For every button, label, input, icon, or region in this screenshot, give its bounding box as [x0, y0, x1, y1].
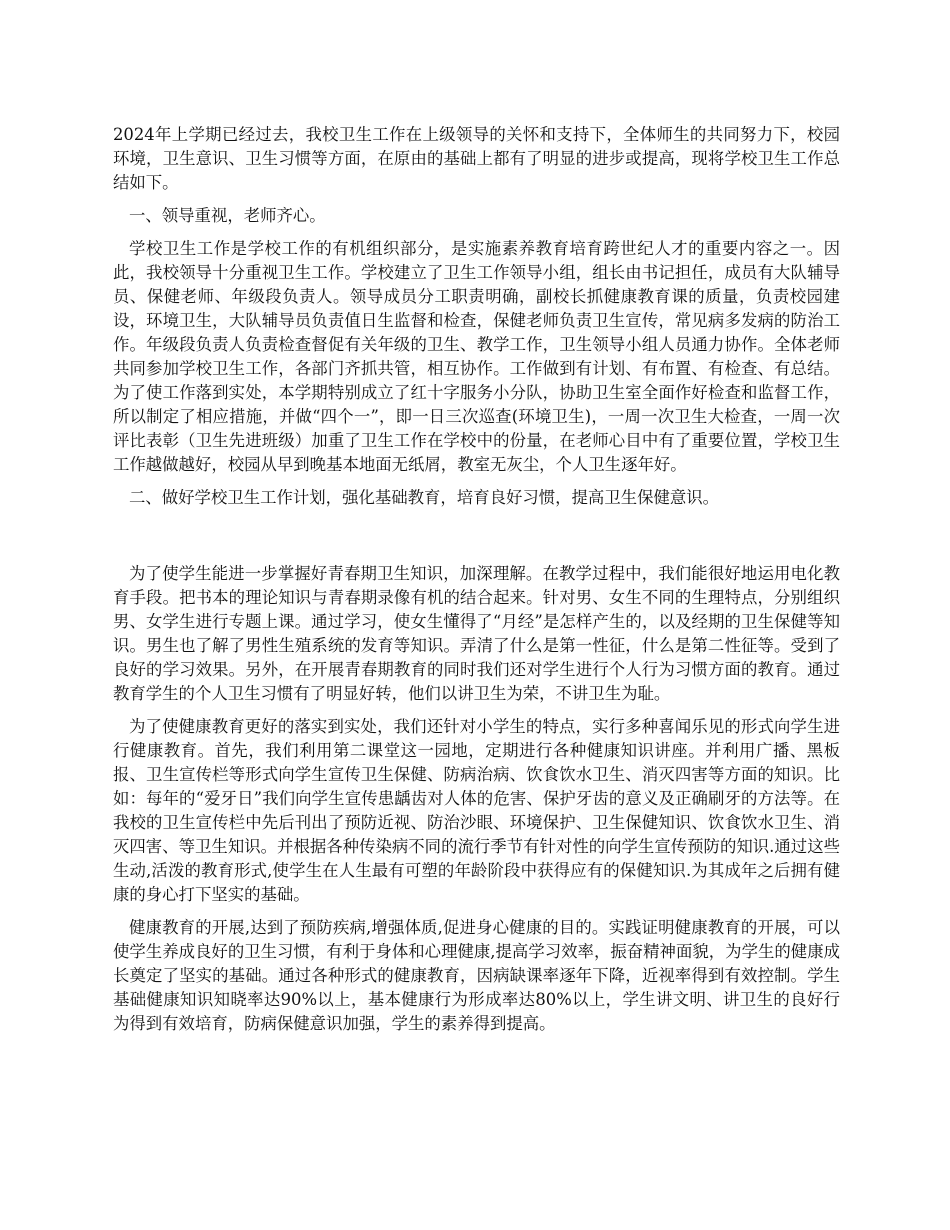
document-page [113, 123, 840, 1036]
body-paragraph: 为了使学生能进一步掌握好青春期卫生知识，加深理解。在教学过程中，我们能很好地运用电化教育手段。把书本的理论知识与青春期录像有机的结合起来。针对男、女生不同的生理特点，分别组织男、女学生进行专题上课。通过学习，使女生懂得了“月经”是怎样产生的，以及经期的卫生保健等知识。男生也了解了男性生殖系统的发育等知识。弄清了什么是第一性征，什么是第二性征等。受到了良好的学习效果。另外，在开展青春期教育的同时我们还对学生进行个人行为习惯方面的教育。通过教育学生的个人卫生习惯有了明显好转，他们以讲卫生为荣，不讲卫生为耻。 [113, 564, 840, 703]
body-paragraph: 学校卫生工作是学校工作的有机组织部分，是实施素养教育培育跨世纪人才的重要内容之一。因此，我校领导十分重视卫生工作。学校建立了卫生工作领导小组，组长由书记担任，成员有大队辅导员、保健老师、年级段负责人。领导成员分工职责明确，副校长抓健康教育课的质量，负责校园建设，环境卫生，大队辅导员负责值日生监督和检查，保健老师负责卫生宣传，常见病多发病的防治工作。年级段负责人负责检查督促有关年级的卫生、教学工作，卫生领导小组人员通力协作。全体老师共同参加学校卫生工作，各部门齐抓共管，相互协作。工作做到有计划、有布置、有检查、有总结。为了使工作落到实处，本学期特别成立了红十字服务小分队，协助卫生室全面作好检查和监督工作，所以制定了相应措施，并做“四个一”，即一日三次巡查(环境卫生)，一周一次卫生大检查，一周一次评比表彰（卫生先进班级）加重了卫生工作在学校中的份量，在老师心目中有了重要位置，学校卫生工作越做越好，校园从早到晚基本地面无纸屑，教室无灰尘，个人卫生逐年好。 [113, 239, 840, 474]
body-paragraph: 健康教育的开展,达到了预防疾病,增强体质,促进身心健康的目的。实践证明健康教育的开展，可以使学生养成良好的卫生习惯，有利于身体和心理健康,提高学习效率，振奋精神面貌，为学生的健康成长奠定了坚实的基础。通过各种形式的健康教育，因病缺课率逐年下降，近视率得到有效控制。学生基础健康知识知晓率达90%以上，基本健康行为形成率达80%以上，学生讲文明、讲卫生的良好行为得到有效培育，防病保健意识加强，学生的素养得到提高。 [113, 918, 840, 1033]
intro-paragraph: 2024年上学期已经过去，我校卫生工作在上级领导的关怀和支持下，全体师生的共同努力下，校园环境，卫生意识、卫生习惯等方面，在原由的基础上都有了明显的进步或提高，现将学校卫生工作总结如下。 [113, 125, 840, 192]
section-heading-1: 一、领导重视，老师齐心。 [129, 206, 326, 225]
section-heading-2: 二、做好学校卫生工作计划，强化基础教育，培育良好习惯，提高卫生保健意识。 [129, 488, 720, 507]
body-paragraph: 为了使健康教育更好的落实到实处，我们还针对小学生的特点，实行多种喜闻乐见的形式向学生进行健康教育。首先，我们利用第二课堂这一园地，定期进行各种健康知识讲座。并利用广播、黑板报、卫生宣传栏等形式向学生宣传卫生保健、防病治病、饮食饮水卫生、消灭四害等方面的知识。比如：每年的“爱牙日”我们向学生宣传患龋齿对人体的危害、保护牙齿的意义及正确刷牙的方法等。在我校的卫生宣传栏中先后刊出了预防近视、防治沙眼、环境保护、卫生保健知识、饮食饮水卫生、消灭四害、等卫生知识。并根据各种传染病不同的流行季节有针对性的向学生宣传预防的知识.通过这些生动,活泼的教育形式,使学生在人生最有可塑的年龄阶段中获得应有的保健知识.为其成年之后拥有健康的身心打下坚实的基础。 [113, 717, 840, 904]
